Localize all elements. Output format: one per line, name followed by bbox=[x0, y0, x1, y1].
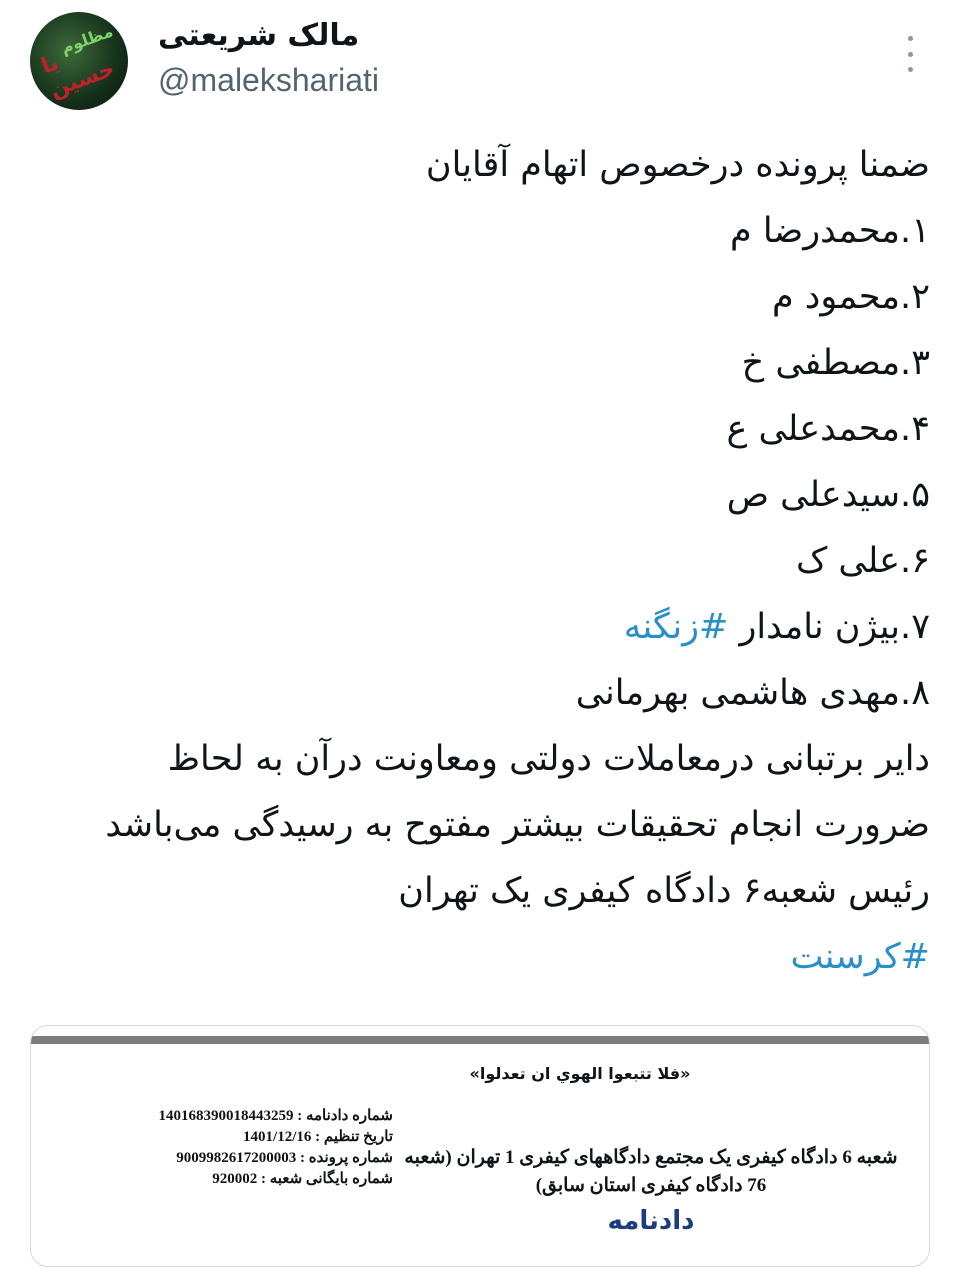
document-verse: «فلا تتبعوا الهوي ان تعدلوا» bbox=[469, 1064, 691, 1083]
meta-line: شماره دادنامه : 140168390018443259 bbox=[158, 1108, 393, 1124]
tweet-line bbox=[10, 528, 930, 594]
hashtag-link[interactable]: #زنگنه bbox=[623, 607, 729, 647]
line-text: دایر برتبانی درمعاملات دولتی ومعاونت درآن به لحاظ bbox=[167, 739, 930, 779]
line-text: ضرورت انجام تحقیقات بیشتر مفتوح به رسیدگی می‌باشد bbox=[105, 805, 930, 845]
tweet-line bbox=[10, 792, 930, 858]
author-name[interactable]: مالک شریعتی bbox=[158, 18, 360, 53]
more-options-icon[interactable] bbox=[900, 36, 920, 72]
meta-line: شماره پرونده : 9009982617200003 bbox=[176, 1150, 393, 1166]
line-text: ۴.محمدعلی ع bbox=[726, 409, 930, 449]
line-text: ۶.علی ک bbox=[795, 541, 930, 581]
tweet-line bbox=[10, 132, 930, 198]
line-text: ۸.مهدی هاشمی بهرمانی bbox=[575, 673, 930, 713]
tweet-line bbox=[10, 594, 930, 660]
hashtag-link[interactable]: #کرسنت bbox=[790, 937, 930, 977]
meta-line: تاریخ تنظیم : 1401/12/16 bbox=[243, 1129, 393, 1145]
line-text: ۵.سیدعلی ص bbox=[726, 475, 930, 515]
line-text: ۳.مصطفی خ bbox=[741, 343, 930, 383]
court-line: شعبه 6 دادگاه کیفری یک مجتمع دادگاههای کیفری 1 تهران (شعبه bbox=[404, 1147, 898, 1168]
avatar-text: مظلوم bbox=[58, 21, 116, 58]
court-line: 76 دادگاه کیفری استان سابق) bbox=[535, 1175, 767, 1196]
line-text: ۷.بیژن نامدار bbox=[728, 607, 930, 647]
meta-line: شماره بایگانی شعبه : 920002 bbox=[212, 1171, 393, 1187]
tweet-line bbox=[10, 924, 930, 990]
document-title: دادنامه bbox=[607, 1206, 695, 1236]
tweet-text bbox=[10, 132, 930, 990]
tweet-line bbox=[10, 396, 930, 462]
tweet-line bbox=[10, 660, 930, 726]
line-text: ۱.محمدرضا م bbox=[730, 211, 930, 251]
attached-document-image[interactable] bbox=[30, 1025, 930, 1267]
tweet-line bbox=[10, 462, 930, 528]
document-meta bbox=[53, 1106, 393, 1190]
tweet-line bbox=[10, 726, 930, 792]
tweet-line bbox=[10, 264, 930, 330]
author-handle[interactable]: @malekshariati bbox=[158, 62, 379, 98]
tweet-line bbox=[10, 198, 930, 264]
document-top-rule bbox=[31, 1036, 929, 1044]
avatar-text: یا حسین bbox=[37, 50, 119, 103]
tweet-line bbox=[10, 330, 930, 396]
tweet-line bbox=[10, 858, 930, 924]
line-text: ضمنا پرونده درخصوص اتهام آقایان bbox=[425, 145, 930, 185]
document-court bbox=[371, 1144, 930, 1200]
avatar[interactable] bbox=[30, 12, 128, 110]
line-text: ۲.محمود م bbox=[772, 277, 930, 317]
line-text: رئیس شعبه۶ دادگاه کیفری یک تهران bbox=[398, 871, 930, 911]
